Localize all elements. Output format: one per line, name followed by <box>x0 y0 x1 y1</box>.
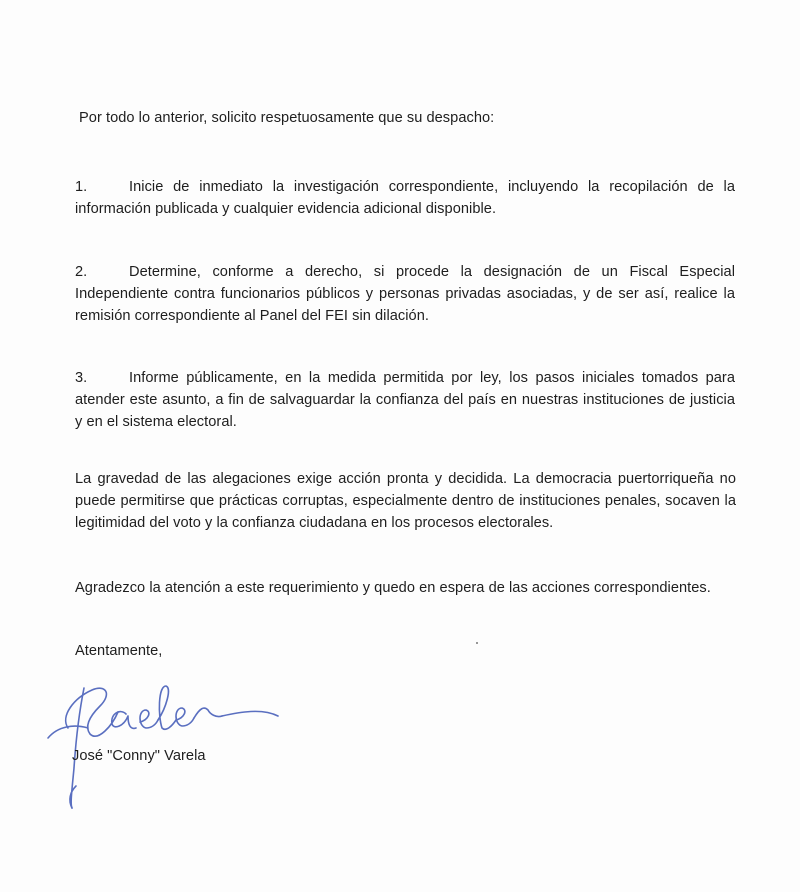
request-text: Determine, conforme a derecho, si procede la designación de un Fiscal Especial Independiente contra funcionarios públicos y personas privadas asociadas, y de ser así, realice la remisión correspondiente al Panel del FEI sin dilación. <box>75 264 735 324</box>
closing-paragraph: La gravedad de las alegaciones exige acción pronta y decidida. La democracia puertorriqueña no puede permitirse que prácticas corruptas, especialmente dentro de instituciones penales, socaven la legitimidad del voto y la confianza ciudadana en los procesos electorales. <box>75 471 736 531</box>
signer-name: José "Conny" Varela <box>72 748 206 764</box>
salutation: Atentamente, <box>75 643 163 659</box>
request-item-1 <box>75 176 735 220</box>
request-text: Informe públicamente, en la medida permitida por ley, los pasos iniciales tomados para atender este asunto, a fin de salvaguardar la confianza del país en nuestras instituciones de justicia y en el sistema electoral. <box>75 370 735 430</box>
handwritten-signature <box>40 668 300 818</box>
intro-line: Por todo lo anterior, solicito respetuosamente que su despacho: <box>79 110 495 126</box>
request-number: 2. <box>75 264 88 280</box>
request-item-3 <box>75 367 735 433</box>
request-number: 1. <box>75 179 88 195</box>
request-item-2 <box>75 261 735 327</box>
thanks-line: Agradezco la atención a este requerimiento y quedo en espera de las acciones correspondientes. <box>75 580 711 596</box>
request-text: Inicie de inmediato la investigación correspondiente, incluyendo la recopilación de la información publicada y cualquier evidencia adicional disponible. <box>75 179 735 217</box>
paper-speck <box>476 642 478 644</box>
request-number: 3. <box>75 370 88 386</box>
